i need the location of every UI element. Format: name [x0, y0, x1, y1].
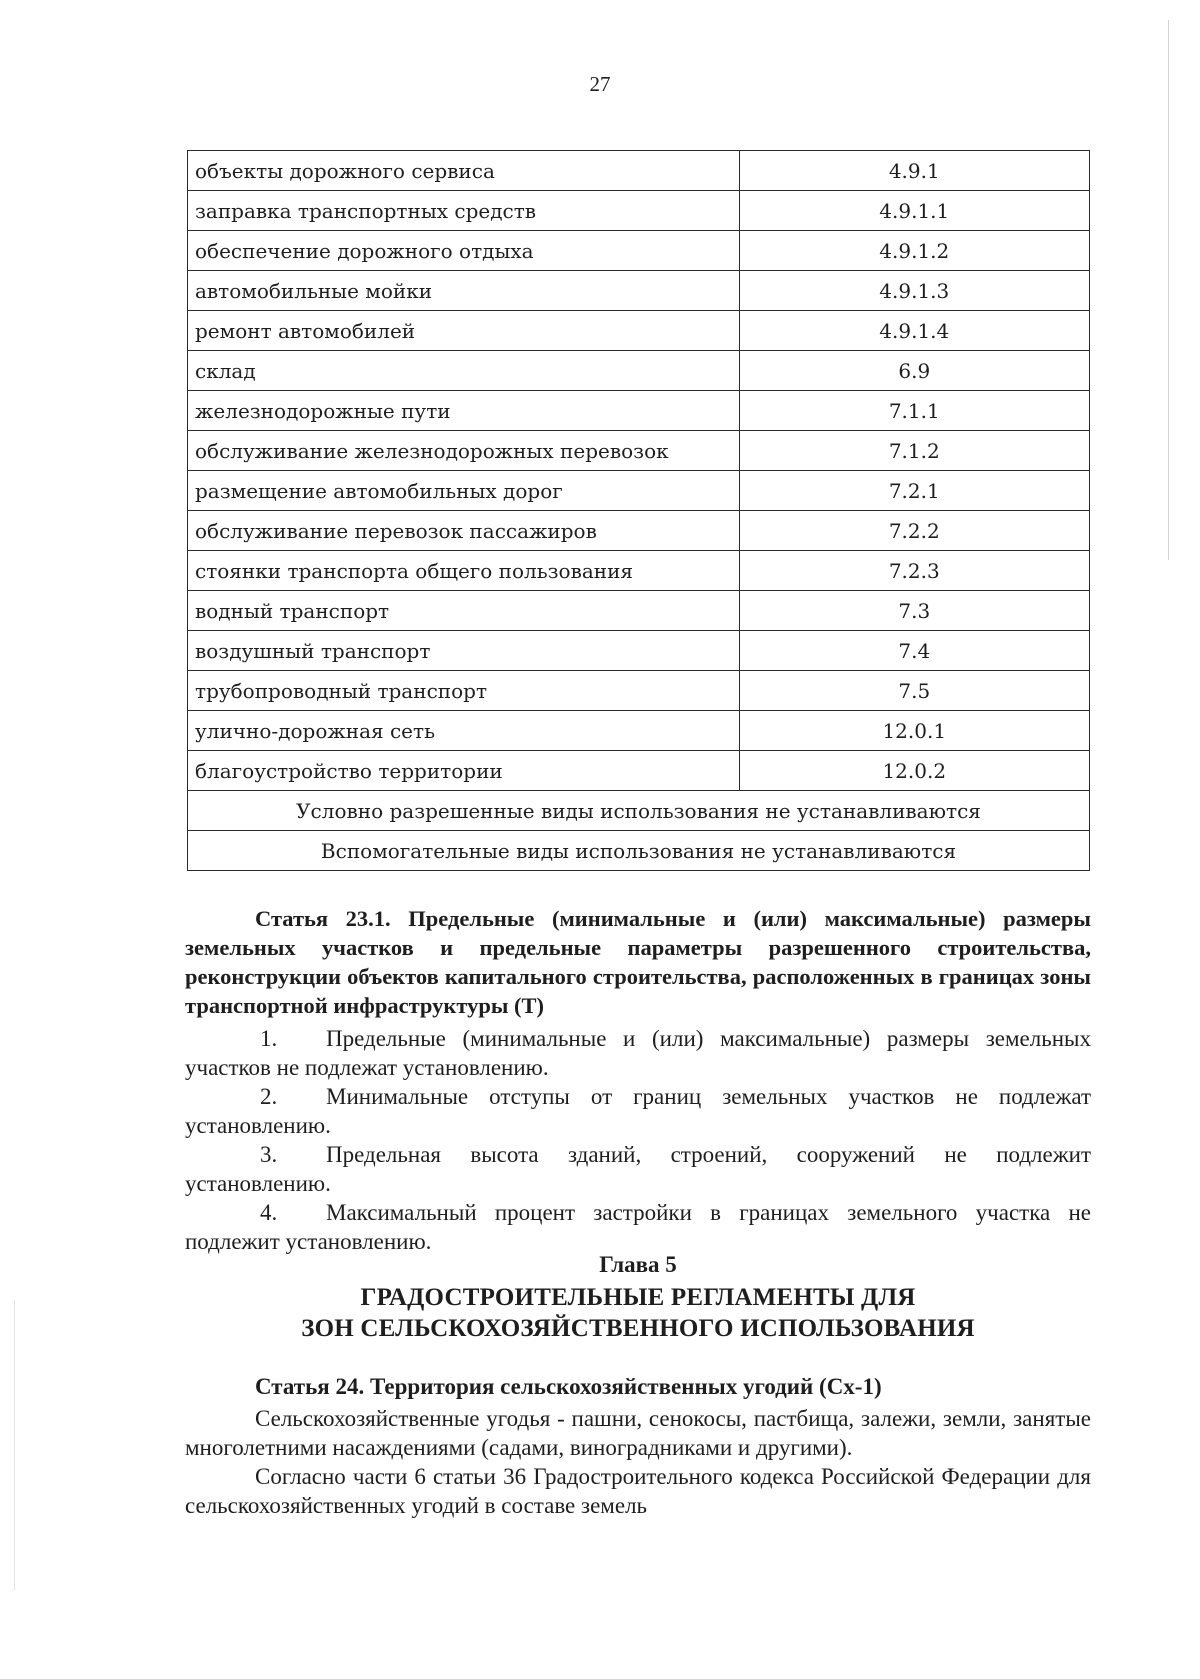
use-type-name: улично-дорожная сеть — [188, 711, 740, 751]
use-type-code: 4.9.1.2 — [739, 231, 1089, 271]
use-type-code: 12.0.1 — [739, 711, 1089, 751]
table-row — [188, 311, 1090, 351]
use-type-code: 4.9.1.1 — [739, 191, 1089, 231]
article-item — [185, 1140, 1091, 1198]
use-type-code: 7.2.2 — [739, 511, 1089, 551]
table-row — [188, 191, 1090, 231]
article-item — [185, 1082, 1091, 1140]
use-type-name: размещение автомобильных дорог — [188, 471, 740, 511]
item-number: 2. — [260, 1084, 278, 1109]
use-type-code: 7.5 — [739, 671, 1089, 711]
table-row — [188, 471, 1090, 511]
table-row — [188, 431, 1090, 471]
paragraph: Согласно части 6 статьи 36 Градостроительного кодекса Российской Федерации для сельскохозяйственных угодий в составе земель — [185, 1464, 1091, 1518]
article-23-1-heading — [185, 904, 1091, 1020]
table-row — [188, 751, 1090, 791]
use-type-name: железнодорожные пути — [188, 391, 740, 431]
table-row — [188, 271, 1090, 311]
table-row — [188, 631, 1090, 671]
table-row — [188, 231, 1090, 271]
table-row-conditional — [188, 791, 1090, 831]
paragraph: Сельскохозяйственные угодья - пашни, сенокосы, пастбища, залежи, земли, занятые многолетними насаждениями (садами, виноградниками и другими). — [185, 1406, 1091, 1460]
use-type-code: 7.4 — [739, 631, 1089, 671]
table-row — [188, 591, 1090, 631]
table-row — [188, 511, 1090, 551]
use-type-code: 4.9.1.4 — [739, 311, 1089, 351]
use-type-name: обслуживание железнодорожных перевозок — [188, 431, 740, 471]
use-type-name: обслуживание перевозок пассажиров — [188, 511, 740, 551]
table-row-auxiliary — [188, 831, 1090, 871]
table-row — [188, 671, 1090, 711]
use-type-code: 12.0.2 — [739, 751, 1089, 791]
table-row — [188, 391, 1090, 431]
article-23-1-items — [185, 1024, 1091, 1256]
use-type-code: 7.2.3 — [739, 551, 1089, 591]
use-type-code: 4.9.1.3 — [739, 271, 1089, 311]
item-text: Предельная высота зданий, строений, сооружений не подлежит установлению. — [185, 1142, 1091, 1196]
use-type-name: трубопроводный транспорт — [188, 671, 740, 711]
article-item — [185, 1024, 1091, 1082]
use-type-name: объекты дорожного сервиса — [188, 151, 740, 191]
chapter-label: Глава 5 — [599, 1252, 677, 1277]
use-type-name: стоянки транспорта общего пользования — [188, 551, 740, 591]
item-text: Минимальные отступы от границ земельных участков не подлежат установлению. — [185, 1084, 1091, 1138]
use-type-name: воздушный транспорт — [188, 631, 740, 671]
use-type-name: водный транспорт — [188, 591, 740, 631]
table-row — [188, 711, 1090, 751]
use-type-code: 4.9.1 — [739, 151, 1089, 191]
use-type-name: автомобильные мойки — [188, 271, 740, 311]
table-row — [188, 551, 1090, 591]
chapter-title — [185, 1282, 1091, 1344]
use-type-name: обеспечение дорожного отдыха — [188, 231, 740, 271]
table-row — [188, 351, 1090, 391]
conditional-uses-note: Условно разрешенные виды использования не устанавливаются — [188, 791, 1090, 831]
use-type-code: 7.1.1 — [739, 391, 1089, 431]
land-use-table — [187, 150, 1090, 871]
article-item — [185, 1198, 1091, 1256]
use-type-code: 7.1.2 — [739, 431, 1089, 471]
item-number: 3. — [260, 1142, 278, 1167]
use-type-name: склад — [188, 351, 740, 391]
page-number: 27 — [589, 72, 611, 96]
scan-edge — [14, 1300, 15, 1590]
item-number: 4. — [260, 1200, 278, 1225]
scan-edge — [1168, 20, 1169, 560]
article-23-1-heading-text: Статья 23.1. Предельные (минимальные и (или) максимальные) размеры земельных участков и предельные параметры разрешенного строительства, реконструкции объектов капитального строительства, расположенных в границах зоны транспортной инфраструктуры (Т) — [185, 906, 1091, 1018]
table-row — [188, 151, 1090, 191]
article-24-heading: Статья 24. Территория сельскохозяйственных угодий (Сх-1) — [255, 1374, 882, 1399]
auxiliary-uses-note: Вспомогательные виды использования не устанавливаются — [188, 831, 1090, 871]
item-text: Предельные (минимальные и (или) максимальные) размеры земельных участков не подлежат установлению. — [185, 1026, 1091, 1080]
chapter-title-line: ЗОН СЕЛЬСКОХОЗЯЙСТВЕННОГО ИСПОЛЬЗОВАНИЯ — [301, 1315, 975, 1342]
use-type-code: 7.3 — [739, 591, 1089, 631]
use-type-name: благоустройство территории — [188, 751, 740, 791]
chapter-title-line: ГРАДОСТРОИТЕЛЬНЫЕ РЕГЛАМЕНТЫ ДЛЯ — [360, 1284, 916, 1311]
use-type-code: 7.2.1 — [739, 471, 1089, 511]
item-number: 1. — [260, 1026, 278, 1051]
use-type-name: ремонт автомобилей — [188, 311, 740, 351]
use-type-name: заправка транспортных средств — [188, 191, 740, 231]
use-type-code: 6.9 — [739, 351, 1089, 391]
article-24-body — [185, 1404, 1091, 1520]
item-text: Максимальный процент застройки в границах земельного участка не подлежит установлению. — [185, 1200, 1091, 1254]
